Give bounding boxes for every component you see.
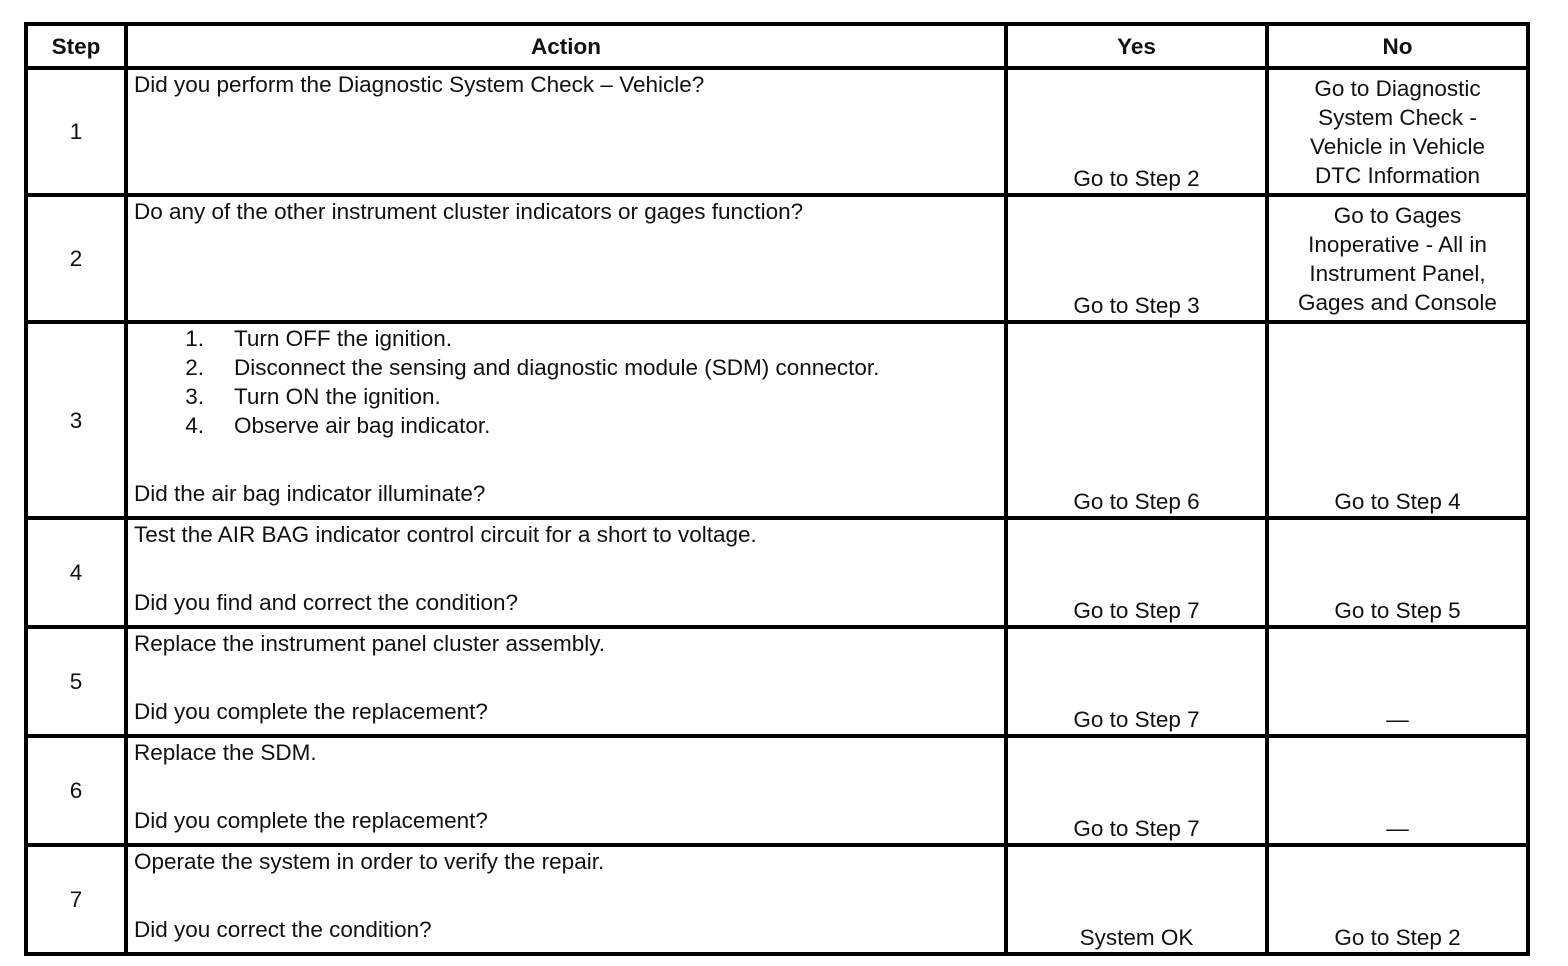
step-number: 4 [26,518,126,627]
table-row [26,627,1528,736]
action-question: Did you correct the condition? [134,917,432,942]
yes-cell: Go to Step 3 [1006,195,1267,322]
step-number: 6 [26,736,126,845]
no-line: Gages and Console [1298,290,1497,315]
action-cell [126,68,1006,195]
yes-cell: Go to Step 6 [1006,322,1267,518]
yes-cell: Go to Step 7 [1006,736,1267,845]
header-row [26,24,1528,68]
diagnostic-table [24,22,1530,956]
action-cell [126,845,1006,954]
substep-text: Turn ON the ignition. [234,384,441,409]
no-cell [1267,195,1528,322]
table-row [26,845,1528,954]
no-line: System Check - [1318,105,1477,130]
step-number: 1 [26,68,126,195]
header-action: Action [126,24,1006,68]
action-question: Do any of the other instrument cluster indicators or gages function? [134,199,804,224]
substep-text: Disconnect the sensing and diagnostic module (SDM) connector. [234,355,880,380]
substep-text: Observe air bag indicator. [234,413,491,438]
no-line: DTC Information [1314,163,1481,188]
step-number: 7 [26,845,126,954]
header-yes: Yes [1006,24,1267,68]
header-no: No [1267,24,1528,68]
substep [134,353,998,382]
action-cell [126,736,1006,845]
substep-number: 2. [185,355,204,380]
substep [134,382,998,411]
header-step: Step [26,24,126,68]
action-instruction: Replace the instrument panel cluster assembly. [134,631,606,656]
yes-cell: Go to Step 7 [1006,627,1267,736]
no-cell: — [1267,736,1528,845]
substep [134,411,998,440]
step-number: 5 [26,627,126,736]
step-number: 2 [26,195,126,322]
table-row [26,322,1528,518]
no-cell: Go to Step 2 [1267,845,1528,954]
substep-number: 1. [185,326,204,351]
no-cell: Go to Step 4 [1267,322,1528,518]
action-question: Did you complete the replacement? [134,699,488,724]
action-cell [126,195,1006,322]
substep-list [134,324,998,440]
action-instruction: Test the AIR BAG indicator control circuit for a short to voltage. [134,522,757,547]
action-instruction: Replace the SDM. [134,740,317,765]
yes-cell: Go to Step 7 [1006,518,1267,627]
no-line: Go to Gages [1333,203,1462,228]
action-question: Did you perform the Diagnostic System Check – Vehicle? [134,72,705,97]
table-row [26,518,1528,627]
action-cell [126,518,1006,627]
table-row [26,195,1528,322]
action-cell [126,627,1006,736]
substep-number: 4. [185,413,204,438]
action-cell [126,322,1006,518]
action-question: Did you find and correct the condition? [134,590,518,615]
table-row [26,68,1528,195]
no-cell: — [1267,627,1528,736]
no-line: Inoperative - All in [1308,232,1487,257]
no-line: Go to Diagnostic [1314,76,1481,101]
no-line: Instrument Panel, [1309,261,1486,286]
substep [134,324,998,353]
action-instruction: Operate the system in order to verify the repair. [134,849,605,874]
step-number: 3 [26,322,126,518]
table-row [26,736,1528,845]
no-line: Vehicle in Vehicle [1309,134,1486,159]
substep-text: Turn OFF the ignition. [234,326,453,351]
yes-cell: System OK [1006,845,1267,954]
no-cell: Go to Step 5 [1267,518,1528,627]
action-question: Did the air bag indicator illuminate? [134,481,486,506]
no-cell [1267,68,1528,195]
action-question: Did you complete the replacement? [134,808,488,833]
substep-number: 3. [185,384,204,409]
yes-cell: Go to Step 2 [1006,68,1267,195]
